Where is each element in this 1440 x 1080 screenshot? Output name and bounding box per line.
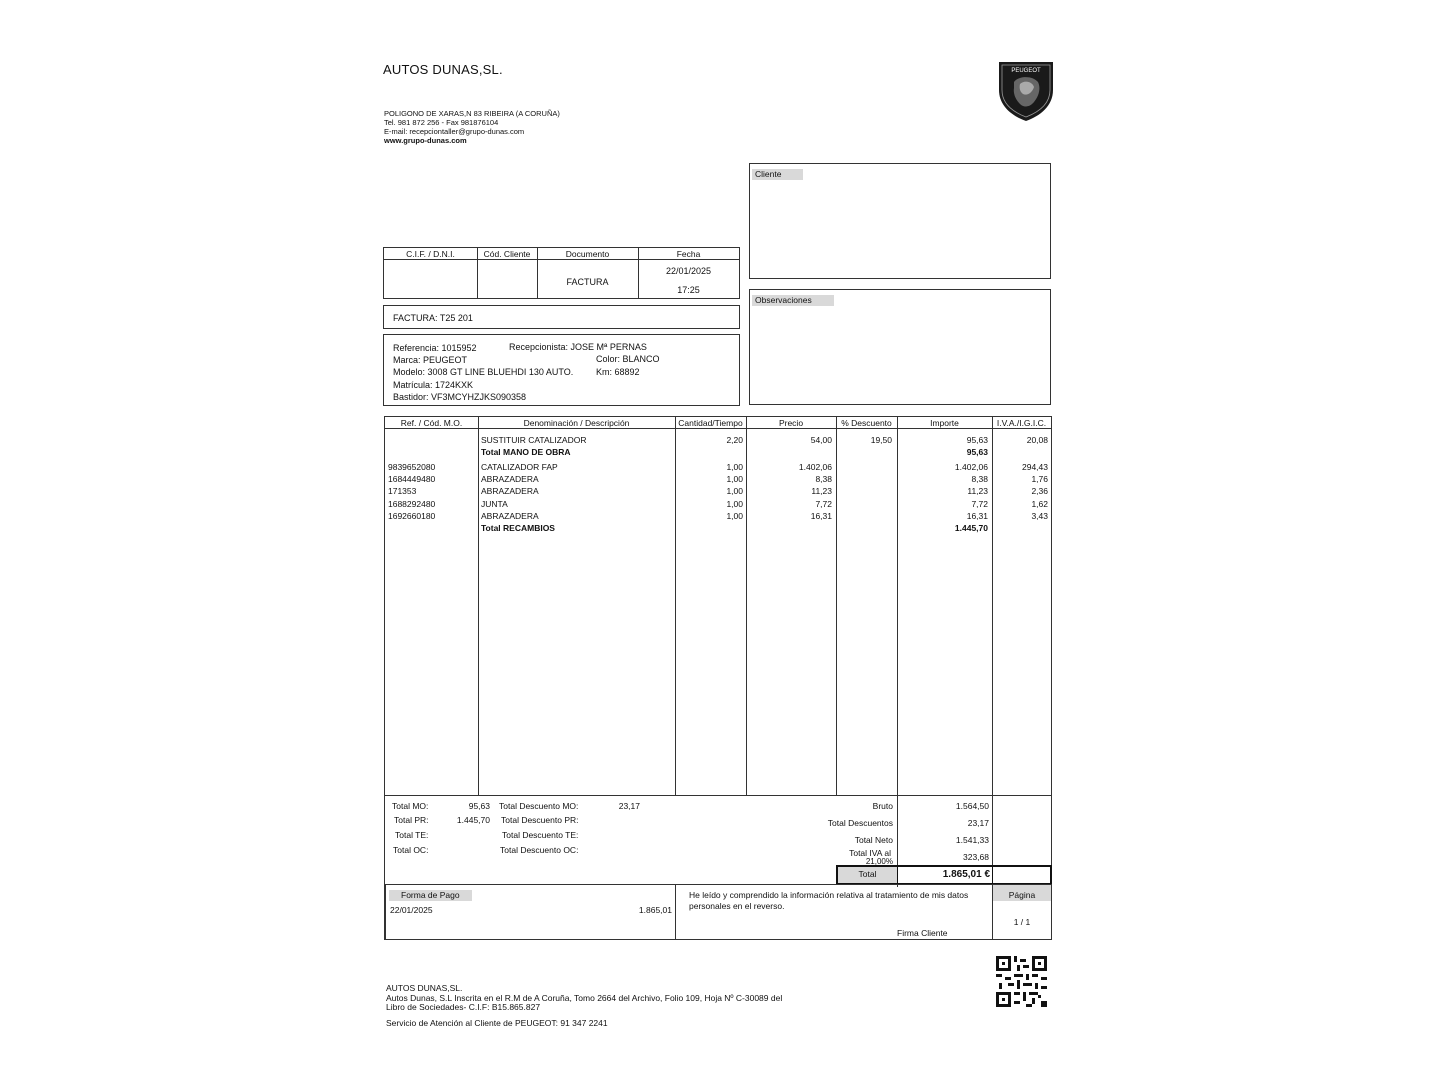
total-iva-label: Total IVA al [849, 848, 891, 858]
total-dto-mo-label: Total Descuento MO: [499, 801, 579, 811]
col-qty-header: Cantidad/Tiempo [675, 417, 746, 429]
marca: Marca: PEUGEOT [393, 355, 468, 365]
table-row: 1692660180 ABRAZADERA 1,00 16,31 16,31 3,43 [388, 511, 1048, 521]
factura-number-box [383, 305, 740, 329]
footer-registry: Autos Dunas, S.L Inscrita en el R.M de A Coruña, Tomo 2664 del Archivo, Folio 109, Hoja Nº C-30089 del [386, 993, 783, 1003]
company-address: POLIGONO DE XARAS,N 83 RIBEIRA (A CORUÑA) [384, 109, 560, 118]
bastidor: Bastidor: VF3MCYHZJKS090358 [393, 392, 527, 402]
payment-date: 22/01/2025 [390, 905, 433, 915]
company-email: E-mail: recepciontaller@grupo-dunas.com [384, 127, 525, 136]
total-descuentos-value: 23,17 [967, 818, 989, 828]
company-phone: Tel. 981 872 256 - Fax 981876104 [384, 118, 499, 127]
grand-total-label: Total [858, 869, 877, 879]
referencia: Referencia: 1015952 [393, 343, 477, 353]
cif-header: C.I.F. / D.N.I. [384, 248, 477, 260]
table-row: 1684449480 ABRAZADERA 1,00 8,38 8,38 1,76 [388, 474, 1048, 484]
col-dto-header: % Descuento [836, 417, 897, 429]
total-dto-te-label: Total Descuento TE: [502, 830, 579, 840]
grand-total-box [836, 865, 1052, 885]
observaciones-label: Observaciones [752, 295, 834, 306]
total-dto-mo-value: 23,17 [618, 801, 640, 811]
vehicle-info-box [383, 334, 740, 406]
table-row: Total MANO DE OBRA 95,63 [481, 447, 988, 457]
payment-amount: 1.865,01 [638, 905, 672, 915]
table-row: 1688292480 JUNTA 1,00 7,72 7,72 1,62 [388, 499, 1048, 509]
footer-cif: Libro de Sociedades- C.I.F: B15.865.827 [386, 1002, 541, 1012]
col-ref-header: Ref. / Cód. M.O. [385, 417, 478, 429]
payment-block [385, 884, 1052, 940]
document-header-box [383, 247, 740, 299]
total-dto-oc-label: Total Descuento OC: [500, 845, 579, 855]
cliente-label: Cliente [752, 169, 803, 180]
fecha-header: Fecha [638, 248, 739, 260]
total-neto-label: Total Neto [854, 835, 893, 845]
col-precio-header: Precio [746, 417, 836, 429]
total-dto-pr-label: Total Descuento PR: [501, 815, 579, 825]
bruto-label: Bruto [872, 801, 893, 811]
color: Color: BLANCO [596, 354, 660, 364]
col-desc-header: Denominación / Descripción [478, 417, 675, 429]
pagina-value: 1 / 1 [1013, 917, 1031, 927]
total-descuentos-label: Total Descuentos [827, 818, 893, 828]
total-mo-value: 95,63 [468, 801, 490, 811]
hora-value: 17:25 [677, 285, 700, 295]
total-te-label: Total TE: [395, 830, 429, 840]
forma-pago-label: Forma de Pago [389, 890, 472, 901]
peugeot-logo [996, 60, 1056, 122]
footer-company: AUTOS DUNAS,SL. [386, 983, 463, 993]
total-iva-value: 323,68 [963, 852, 989, 862]
bruto-value: 1.564,50 [955, 801, 989, 811]
svg-text:PEUGEOT: PEUGEOT [1011, 68, 1041, 74]
total-pr-label: Total PR: [394, 815, 429, 825]
total-oc-label: Total OC: [393, 845, 429, 855]
documento-value: FACTURA [566, 277, 609, 287]
table-row: 171353 ABRAZADERA 1,00 11,23 11,23 2,36 [388, 486, 1048, 496]
total-iva-pct: 21,00% [865, 857, 893, 866]
total-pr-value: 1.445,70 [456, 815, 490, 825]
observaciones-box [749, 289, 1051, 405]
total-mo-label: Total MO: [392, 801, 429, 811]
km: Km: 68892 [596, 367, 640, 377]
matricula: Matrícula: 1724KXK [393, 380, 474, 390]
company-name: AUTOS DUNAS,SL. [383, 62, 503, 77]
documento-header: Documento [537, 248, 638, 260]
fecha-value: 22/01/2025 [665, 266, 712, 276]
factura-number: FACTURA: T25 201 [393, 313, 473, 323]
total-neto-value: 1.541,33 [955, 835, 989, 845]
privacy-notice: He leído y comprendido la información relativa al tratamiento de mis datos personales en el reverso. [689, 890, 969, 911]
cod-cliente-header: Cód. Cliente [477, 248, 537, 260]
recepcionista: Recepcionista: JOSE Mª PERNAS [509, 342, 647, 352]
modelo: Modelo: 3008 GT LINE BLUEHDI 130 AUTO. [393, 367, 574, 377]
col-iva-header: I.V.A./I.G.I.C. [992, 417, 1051, 429]
footer-service: Servicio de Atención al Cliente de PEUGEOT: 91 347 2241 [386, 1018, 608, 1028]
table-row: SUSTITUIR CATALIZADOR 2,20 54,00 19,50 95,63 20,08 [481, 435, 1048, 445]
grand-total-value: 1.865,01 € [942, 869, 990, 880]
cliente-box [749, 163, 1051, 279]
col-importe-header: Importe [897, 417, 992, 429]
table-row: 9839652080 CATALIZADOR FAP 1,00 1.402,06 1.402,06 294,43 [388, 462, 1048, 472]
table-row: Total RECAMBIOS 1.445,70 [481, 523, 988, 533]
company-web: www.grupo-dunas.com [384, 136, 467, 145]
pagina-label: Página [1008, 890, 1036, 900]
items-table [384, 416, 1052, 940]
qr-code [996, 956, 1047, 1007]
firma-cliente: Firma Cliente [897, 928, 948, 938]
